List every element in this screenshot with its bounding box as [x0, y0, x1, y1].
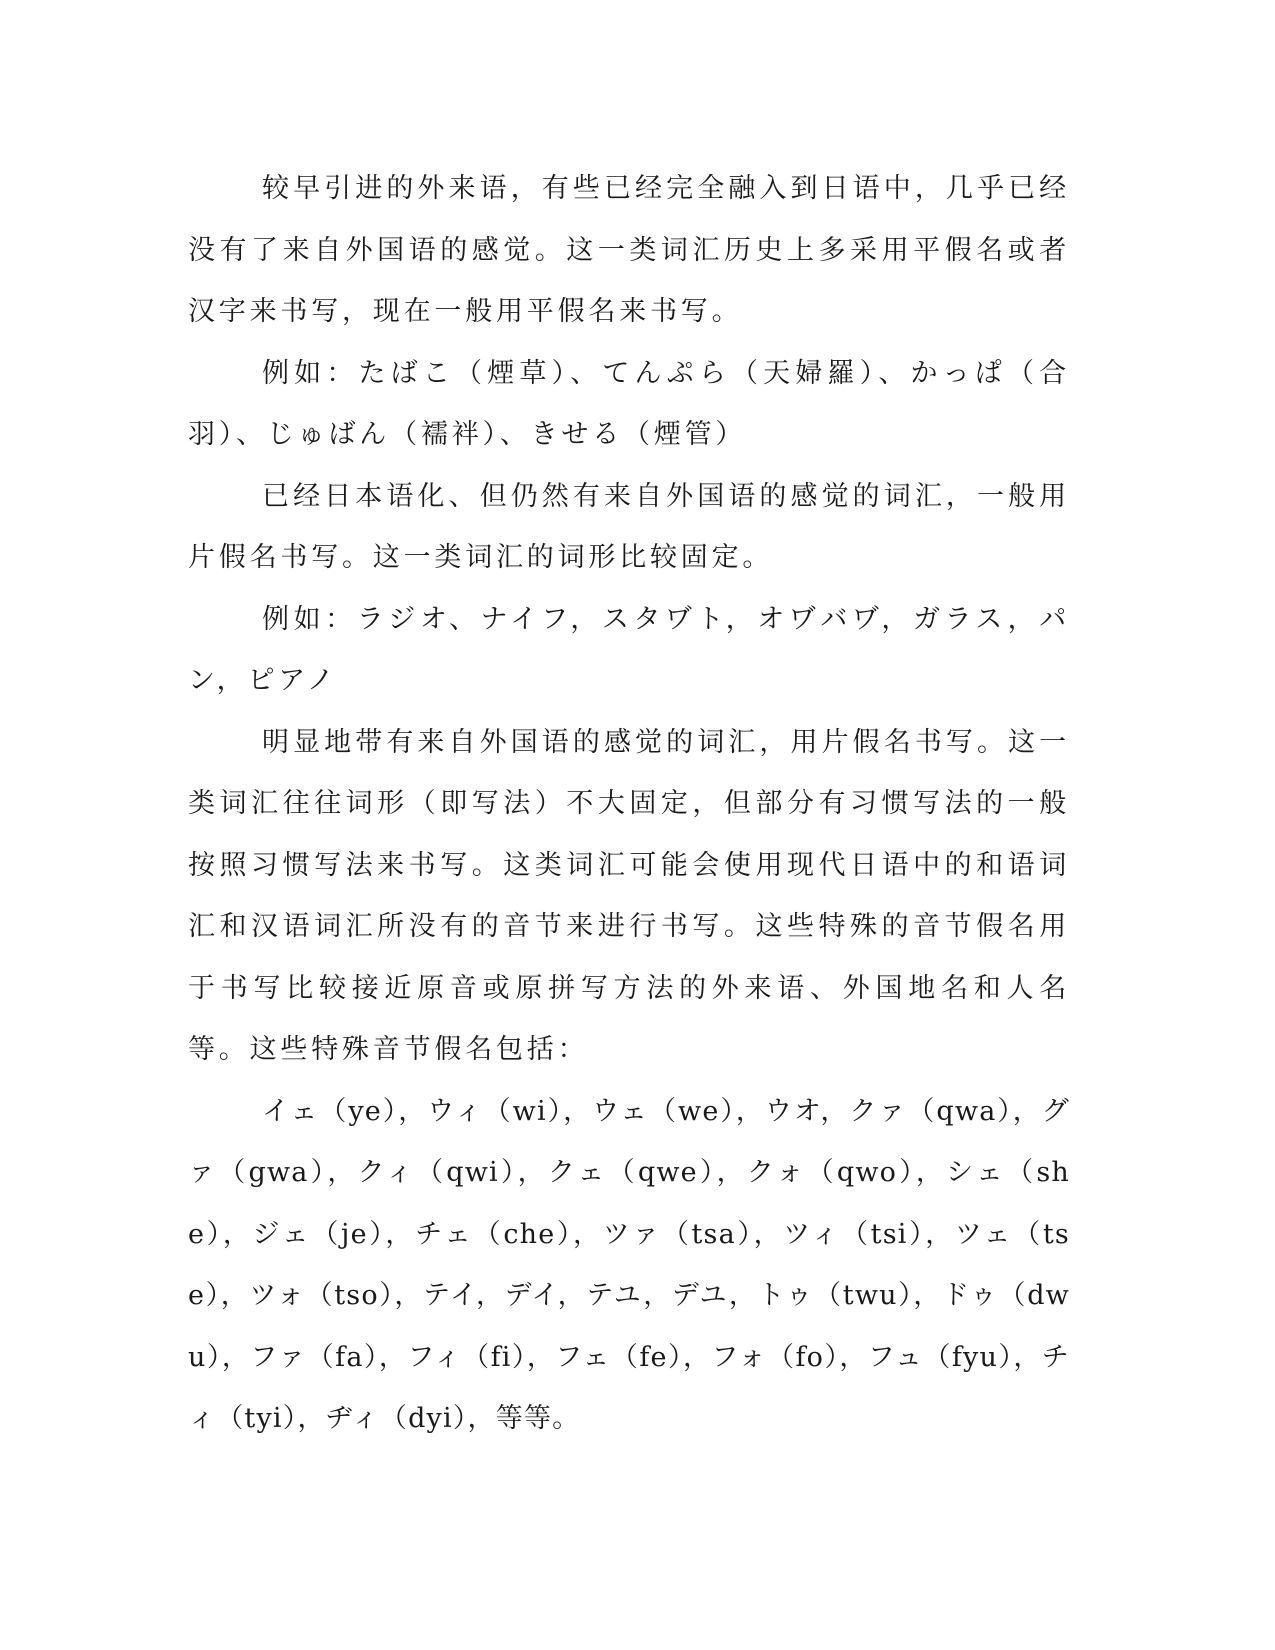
paragraph-katakana-examples: 例如：ラジオ、ナイフ，スタヷト，オヷバヷ，ガラス，パン，ピアノ: [188, 603, 1070, 696]
paragraph-special-kana-list: イェ（ye），ウィ（wi），ウェ（we），ウオ，クァ（qwa），グァ（gwa），クィ（qwi），クェ（qwe），クォ（qwo），シェ（she），ジェ（je），チェ（che），ツァ（tsa），ツィ（tsi），ツェ（tse），ツォ（tso），テイ，デイ，テユ，デユ，トゥ（twu），ドゥ（dwu），ファ（fa），フィ（fi），フェ（fe），フォ（fo），フュ（fyu），チィ（tyi），ヂィ（dyi），等等。: [188, 1095, 1070, 1434]
paragraph-hiragana-examples: 例如：たばこ（煙草）、てんぷら（天婦羅）、かっぱ（合羽）、じゅばん（襦袢）、きせる（煙管）: [188, 357, 1070, 450]
paragraph-japanized-loanwords: 已经日本语化、但仍然有来自外国语的感觉的词汇，一般用片假名书写。这一类词汇的词形比较固定。: [188, 480, 1070, 573]
paragraph-early-loanwords: 较早引进的外来语，有些已经完全融入到日语中，几乎已经没有了来自外国语的感觉。这一类词汇历史上多采用平假名或者汉字来书写，现在一般用平假名来书写。: [188, 173, 1070, 327]
paragraph-foreign-feeling-loanwords: 明显地带有来自外国语的感觉的词汇，用片假名书写。这一类词汇往往词形（即写法）不大固定，但部分有习惯写法的一般按照习惯写法来书写。这类词汇可能会使用现代日语中的和语词汇和汉语词汇所没有的音节来进行书写。这些特殊的音节假名用于书写比较接近原音或原拼写方法的外来语、外国地名和人名等。这些特殊音节假名包括：: [188, 726, 1070, 1065]
document-body: [188, 158, 1070, 1450]
